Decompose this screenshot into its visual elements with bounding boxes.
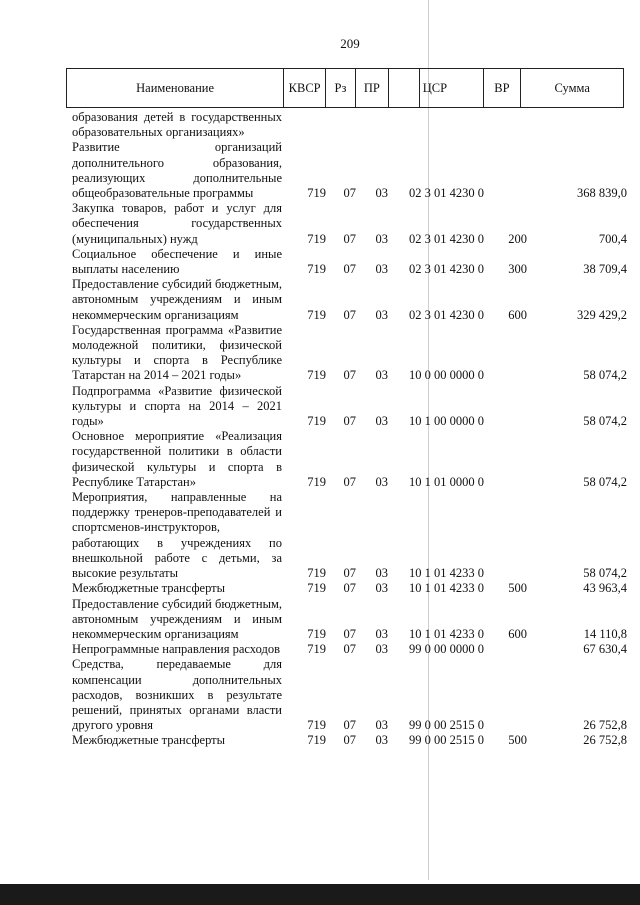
row-kvsr: 719: [307, 626, 326, 641]
row-vr: 600: [508, 307, 527, 322]
row-sum: 14 110,8: [583, 626, 627, 641]
table-row: [72, 733, 632, 748]
row-pr: 03: [375, 262, 388, 277]
row-name: Социальное обеспечение и иные выплаты населению: [72, 246, 282, 277]
row-name: Подпрограмма «Развитие физической культуры и спорта на 2014 – 2021 годы»: [72, 383, 282, 429]
table-row: [72, 277, 632, 323]
row-vr: 200: [508, 231, 527, 246]
row-sum: 58 074,2: [583, 566, 627, 581]
row-sum: 58 074,2: [583, 474, 627, 489]
row-name: Предоставление субсидий бюджетным, автономным учреждениям и иным некоммерческим организациям: [72, 277, 282, 322]
header-pr: ПР: [356, 69, 389, 107]
row-csr: 99 0 00 2515 0: [409, 718, 484, 733]
row-rz: 07: [343, 262, 356, 277]
row-kvsr: 719: [307, 186, 326, 201]
row-pr: 03: [375, 626, 388, 641]
row-kvsr: 719: [307, 231, 326, 246]
row-csr: 10 1 00 0000 0: [409, 414, 484, 429]
row-pr: 03: [375, 474, 388, 489]
header-name: Наименование: [67, 69, 284, 107]
row-kvsr: 719: [307, 368, 326, 383]
row-name: Непрограммные направления расходов: [72, 642, 280, 657]
row-kvsr: 719: [307, 307, 326, 322]
row-name: Закупка товаров, работ и услуг для обеспечения государственных (муниципальных) нужд: [72, 201, 282, 246]
table-header: [66, 68, 624, 108]
table-row: [72, 597, 632, 643]
row-kvsr: 719: [307, 642, 326, 657]
row-csr: 99 0 00 2515 0: [409, 733, 484, 748]
row-name: Межбюджетные трансферты: [72, 581, 226, 596]
row-rz: 07: [343, 414, 356, 429]
row-rz: 07: [343, 642, 356, 657]
table-row: [72, 429, 632, 490]
scan-bottom-edge: [0, 884, 640, 905]
row-name: Средства, передаваемые для компенсации дополнительных расходов, возникших в результате решений, принятых органами власти другого уровня: [72, 657, 282, 733]
row-name: образования детей в государственных образовательных организациях»: [72, 110, 282, 140]
row-csr: 10 0 00 0000 0: [409, 368, 484, 383]
row-name: Основное мероприятие «Реализация государственной политики в области физической культуры и спорта в Республике Татарстан»: [72, 429, 282, 489]
row-csr: 10 1 01 4233 0: [409, 581, 484, 596]
row-rz: 07: [343, 186, 356, 201]
row-rz: 07: [343, 626, 356, 641]
row-vr: 300: [508, 262, 527, 277]
header-rz: Рз: [326, 69, 356, 107]
row-name: Предоставление субсидий бюджетным, автономным учреждениям и иным некоммерческим организациям: [72, 596, 282, 641]
row-vr: 600: [508, 626, 527, 641]
row-rz: 07: [343, 581, 356, 596]
row-sum: 26 752,8: [583, 718, 627, 733]
row-pr: 03: [375, 307, 388, 322]
row-csr: 99 0 00 0000 0: [409, 642, 484, 657]
row-sum: 43 963,4: [583, 581, 627, 596]
page-number: 209: [340, 36, 360, 51]
row-kvsr: 719: [307, 474, 326, 489]
row-pr: 03: [375, 566, 388, 581]
row-name: Развитие организаций дополнительного образования, реализующих дополнительные общеобразовательные программы: [72, 140, 282, 201]
table-row: [72, 247, 632, 277]
table-row: [72, 581, 632, 596]
header-vr: ВР: [484, 69, 522, 107]
row-kvsr: 719: [307, 262, 326, 277]
row-sum: 329 429,2: [577, 307, 627, 322]
table-row: [72, 110, 632, 140]
row-kvsr: 719: [307, 733, 326, 748]
table-row: [72, 657, 632, 733]
header-kvsr: КВСР: [284, 69, 326, 107]
row-rz: 07: [343, 368, 356, 383]
table-row: [72, 201, 632, 247]
row-sum: 700,4: [598, 231, 627, 246]
row-pr: 03: [375, 231, 388, 246]
table-row: [72, 490, 632, 581]
row-pr: 03: [375, 718, 388, 733]
row-vr: 500: [508, 581, 527, 596]
row-sum: 58 074,2: [583, 414, 627, 429]
row-sum: 26 752,8: [583, 733, 627, 748]
row-name: Мероприятия, направленные на поддержку тренеров-преподавателей и спортсменов-инструкторов, работающих в учреждениях по внешкольной работе с детьми, за высокие результаты: [72, 490, 282, 581]
table-row: [72, 642, 632, 657]
row-sum: 38 709,4: [583, 262, 627, 277]
row-csr: 02 3 01 4230 0: [409, 262, 484, 277]
row-pr: 03: [375, 581, 388, 596]
row-kvsr: 719: [307, 414, 326, 429]
row-rz: 07: [343, 474, 356, 489]
row-csr: 02 3 01 4230 0: [409, 231, 484, 246]
header-blank: [389, 69, 420, 107]
table-row: [72, 140, 632, 201]
row-rz: 07: [343, 231, 356, 246]
row-name: Межбюджетные трансферты: [72, 733, 226, 748]
row-rz: 07: [343, 718, 356, 733]
row-csr: 10 1 01 0000 0: [409, 474, 484, 489]
row-pr: 03: [375, 368, 388, 383]
table-body: [72, 110, 632, 749]
table-row: [72, 323, 632, 384]
row-pr: 03: [375, 186, 388, 201]
table-row: [72, 384, 632, 430]
row-rz: 07: [343, 307, 356, 322]
row-csr: 02 3 01 4230 0: [409, 186, 484, 201]
row-kvsr: 719: [307, 581, 326, 596]
row-csr: 10 1 01 4233 0: [409, 566, 484, 581]
header-csr: ЦСР: [420, 69, 484, 107]
row-pr: 03: [375, 642, 388, 657]
row-csr: 02 3 01 4230 0: [409, 307, 484, 322]
row-pr: 03: [375, 414, 388, 429]
row-sum: 368 839,0: [577, 186, 627, 201]
row-kvsr: 719: [307, 718, 326, 733]
row-rz: 07: [343, 566, 356, 581]
row-sum: 67 630,4: [583, 642, 627, 657]
row-csr: 10 1 01 4233 0: [409, 626, 484, 641]
row-vr: 500: [508, 733, 527, 748]
row-pr: 03: [375, 733, 388, 748]
row-kvsr: 719: [307, 566, 326, 581]
row-name: Государственная программа «Развитие молодежной политики, физической культуры и спорта в Республике Татарстан на 2014 – 2021 годы»: [72, 322, 282, 383]
row-sum: 58 074,2: [583, 368, 627, 383]
header-sum: Сумма: [554, 80, 590, 95]
row-rz: 07: [343, 733, 356, 748]
